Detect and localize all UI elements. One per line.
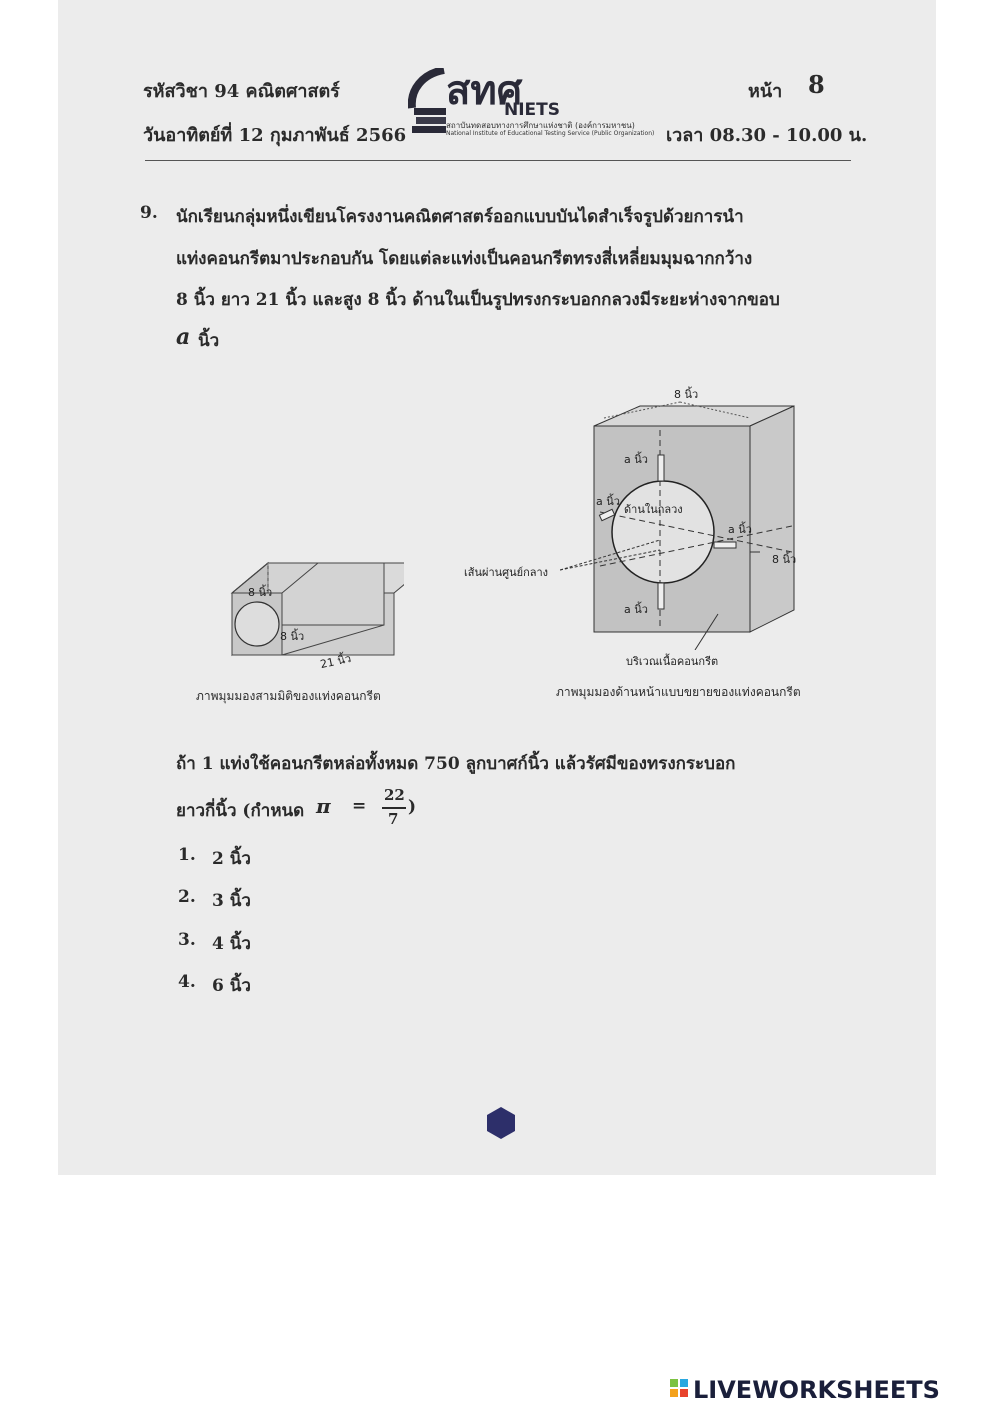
close-paren: ) (408, 797, 417, 817)
logo-subtitle: NIETS (504, 100, 561, 120)
exam-date: วันอาทิตย์ที่ 12 กุมภาพันธ์ 2566 (143, 125, 407, 146)
page-label: หน้า (748, 81, 783, 102)
fraction-numerator: 22 (384, 786, 405, 804)
question-line-3: 8 นิ้ว ยาว 21 นิ้ว และสูง 8 นิ้ว ด้านในเป็นรูปทรงกระบอกกลวงมีระยะห่างจากขอบ (176, 290, 780, 310)
subject-code: รหัสวิชา 94 คณิตศาสตร์ (143, 81, 340, 102)
fraction-denominator: 7 (388, 810, 399, 828)
option-1-number[interactable]: 1. (178, 845, 196, 865)
option-2-number[interactable]: 2. (178, 887, 196, 907)
right-label-diameter: เส้นผ่านศูนย์กลาง (464, 566, 549, 579)
right-label-top: 8 นิ้ว (674, 388, 699, 401)
option-3-text[interactable]: 4 นิ้ว (212, 934, 251, 954)
header-divider (145, 160, 851, 161)
hexagon-mark-icon (484, 1106, 518, 1140)
question-line-2: แท่งคอนกรีตมาประกอบกัน โดยแต่ละแท่งเป็นคอนกรีตทรงสี่เหลี่ยมมุมฉากกว้าง (176, 249, 753, 269)
page-number: 8 (808, 70, 825, 99)
option-4-text[interactable]: 6 นิ้ว (212, 976, 251, 996)
left-figure-caption: ภาพมุมมองสามมิติของแท่งคอนกรีต (196, 689, 381, 703)
fraction-bar (382, 807, 406, 809)
option-4-number[interactable]: 4. (178, 972, 196, 992)
option-1-text[interactable]: 2 นิ้ว (212, 849, 251, 869)
question-line-1: นักเรียนกลุ่มหนึ่งเขียนโครงงานคณิตศาสตร์ออกแบบบันไดสำเร็จรูปด้วยการนำ (176, 207, 744, 227)
figure-3d-bar-outline (224, 555, 424, 670)
liveworksheets-brand[interactable]: LIVEWORKSHEETS (693, 1376, 940, 1404)
right-label-concrete: บริเวณเนื้อคอนกรีต (626, 655, 719, 668)
right-label-a-right: a นิ้ว (728, 523, 752, 536)
variable-a: a (176, 324, 191, 350)
right-label-side: 8 นิ้ว (772, 553, 797, 566)
left-label-length: 21 นิ้ว (319, 651, 353, 672)
right-label-a-left: a นิ้ว (596, 495, 620, 508)
option-2-text[interactable]: 3 นิ้ว (212, 891, 251, 911)
pi-symbol: π (316, 794, 331, 818)
right-figure-caption: ภาพมุมมองด้านหน้าแบบขยายของแท่งคอนกรีต (556, 685, 801, 699)
option-3-number[interactable]: 3. (178, 930, 196, 950)
exam-time: เวลา 08.30 - 10.00 น. (666, 125, 868, 146)
right-label-inside: ด้านในกลวง (624, 503, 683, 516)
niets-logo (408, 66, 658, 142)
right-label-a-bottom: a นิ้ว (624, 603, 648, 616)
question-number: 9. (140, 203, 158, 223)
logo-title: สทศ (446, 68, 523, 114)
liveworksheets-logo-icon (670, 1379, 690, 1399)
question-prompt-line-2: ยาวกี่นิ้ว (กำหนด (176, 801, 305, 821)
right-label-a-top: a นิ้ว (624, 453, 648, 466)
question-prompt-line-1: ถ้า 1 แท่งใช้คอนกรีตหล่อทั้งหมด 750 ลูกบาศก์นิ้ว แล้วรัศมีของทรงกระบอก (176, 754, 736, 774)
logo-org-english: National Institute of Educational Testing Service (Public Organization) (446, 130, 655, 137)
logo-org-thai: สถาบันทดสอบทางการศึกษาแห่งชาติ (องค์การมหาชน) (446, 121, 635, 130)
equals-sign: = (352, 796, 367, 816)
figure-front-view (560, 400, 810, 650)
left-label-height: 8 นิ้ว (280, 630, 305, 643)
left-label-width: 8 นิ้ว (248, 586, 273, 599)
books-icon (408, 68, 448, 138)
question-unit: นิ้ว (198, 331, 220, 351)
